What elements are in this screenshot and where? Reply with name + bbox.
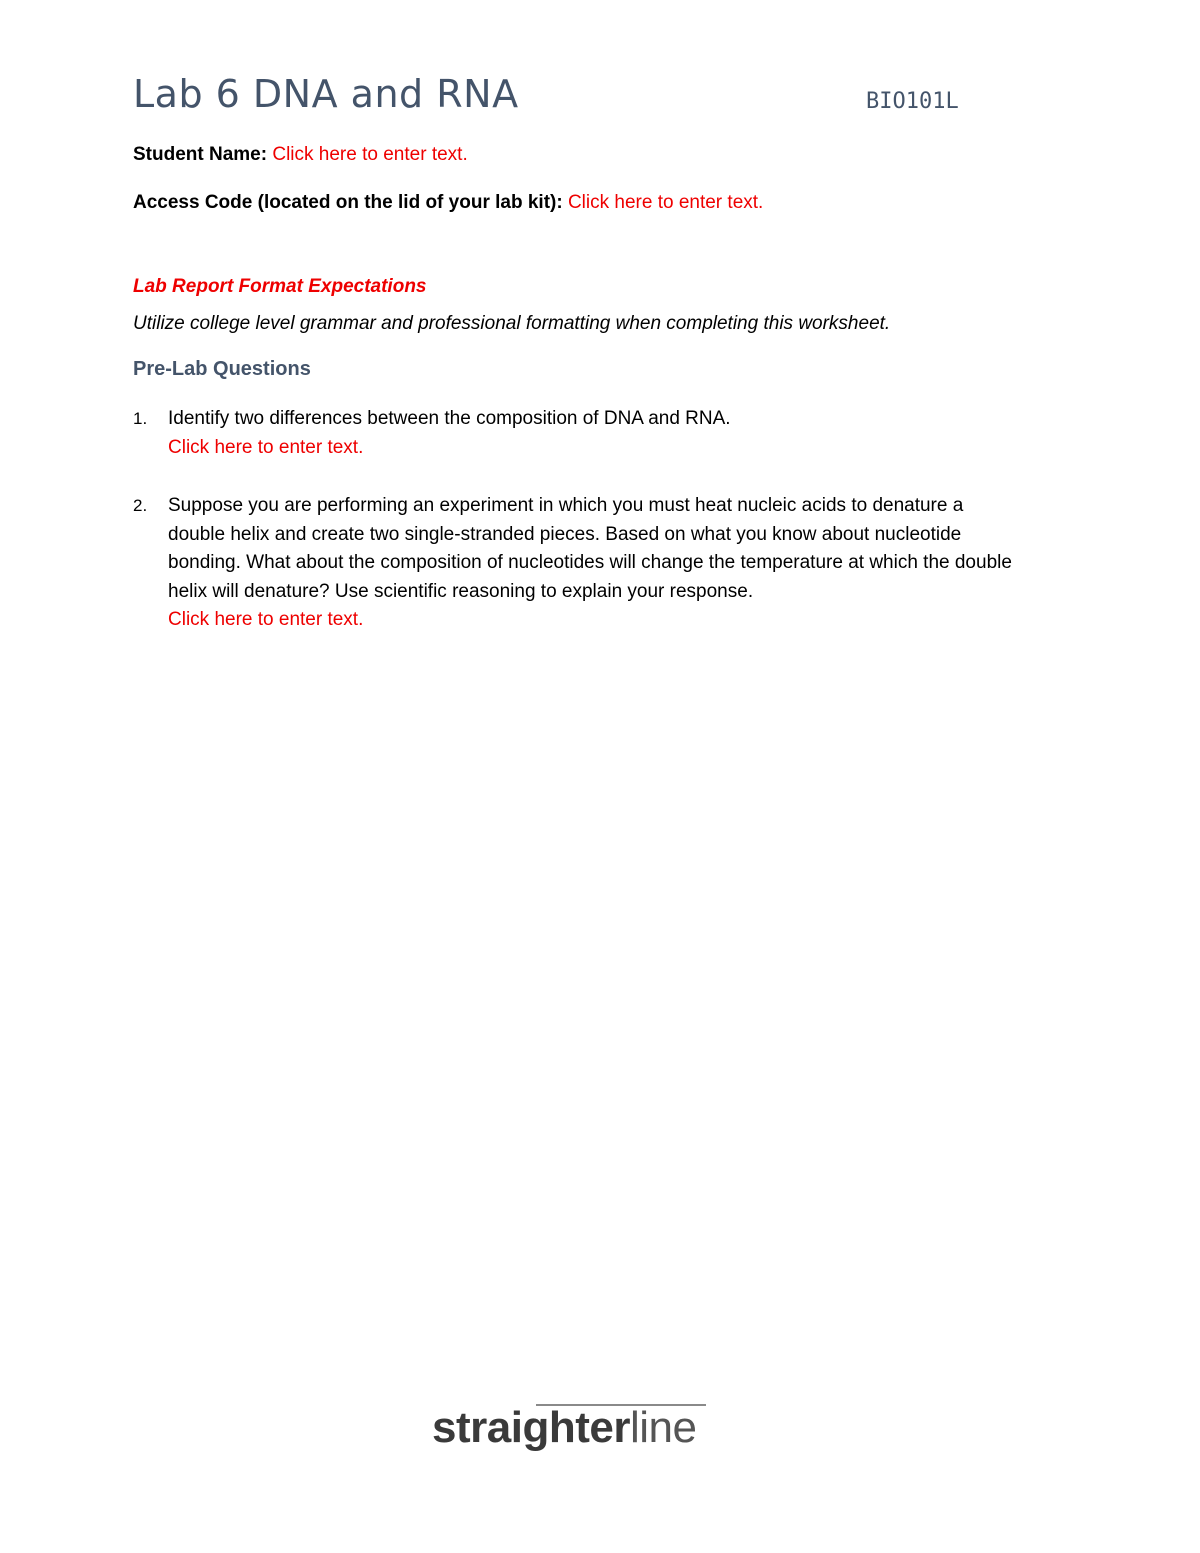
question-text: Identify two differences between the composition of DNA and RNA. bbox=[168, 408, 731, 429]
question-2 bbox=[133, 492, 1023, 635]
course-code: BIO101L bbox=[866, 89, 959, 114]
straighterline-logo bbox=[432, 1398, 762, 1462]
question-1 bbox=[133, 405, 1023, 462]
format-heading: Lab Report Format Expectations bbox=[133, 276, 427, 297]
student-name-field bbox=[133, 144, 468, 166]
answer-input[interactable]: Click here to enter text. bbox=[168, 436, 364, 458]
student-name-label: Student Name: bbox=[133, 144, 268, 165]
prelab-heading: Pre-Lab Questions bbox=[133, 358, 311, 380]
logo-light-text: line bbox=[629, 1403, 697, 1452]
question-number: 1. bbox=[133, 409, 148, 428]
access-code-label: Access Code (located on the lid of your lab kit): bbox=[133, 192, 563, 213]
logo-bold-text: straighter bbox=[432, 1403, 630, 1452]
student-name-input[interactable]: Click here to enter text. bbox=[272, 144, 468, 165]
question-text: Suppose you are performing an experiment in which you must heat nucleic acids to denature a double helix and create two single-stranded pieces. Based on what you know about nucleotide bonding. What about the composition of nucleotides will change the temperature at which the double helix will denature? Use scientific reasoning to explain your response. bbox=[168, 495, 1012, 602]
access-code-field bbox=[133, 192, 763, 214]
page-title: Lab 6 DNA and RNA bbox=[133, 72, 519, 116]
logo-wordmark bbox=[432, 1402, 696, 1454]
format-text: Utilize college level grammar and professional formatting when completing this worksheet. bbox=[133, 313, 891, 334]
answer-input[interactable]: Click here to enter text. bbox=[168, 609, 364, 631]
access-code-input[interactable]: Click here to enter text. bbox=[567, 192, 764, 213]
question-number: 2. bbox=[133, 496, 148, 515]
